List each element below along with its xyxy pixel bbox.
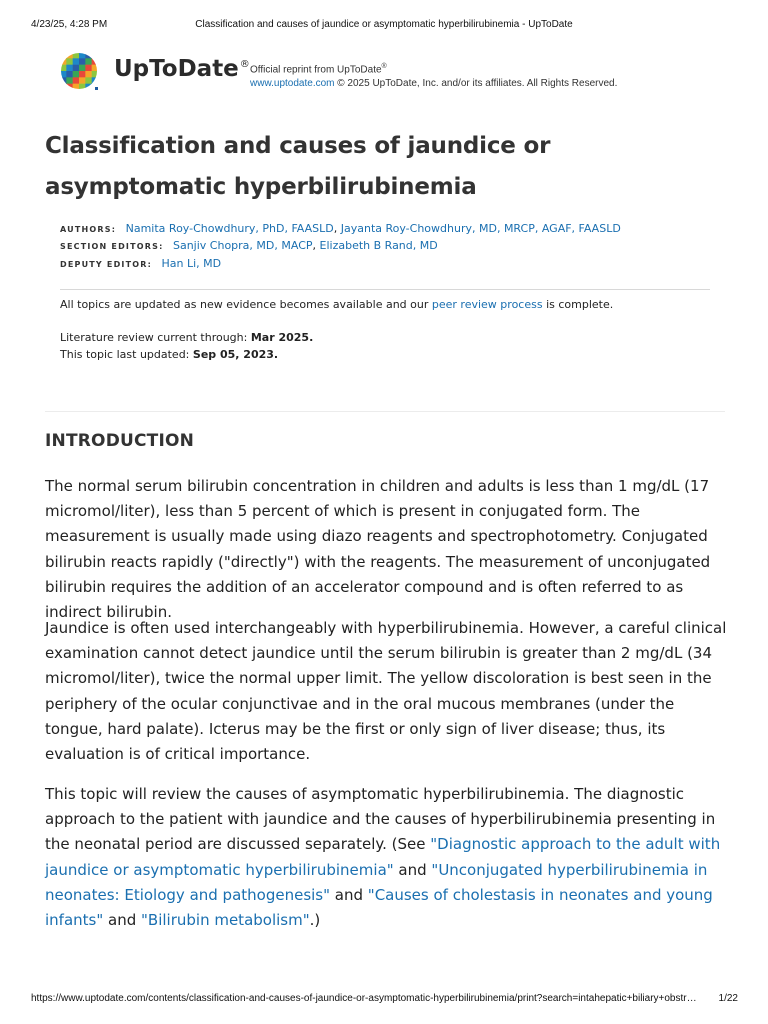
section-editor-link[interactable]: Sanjiv Chopra, MD, MACP bbox=[172, 239, 313, 252]
topic-link-unconjugated-neonates[interactable]: "Unconjugated hyperbilirubinemia in neonates: Etiology and pathogenesis" bbox=[45, 860, 708, 904]
print-header bbox=[0, 19, 768, 33]
peer-review-link[interactable]: peer review process bbox=[431, 298, 543, 311]
copyright-text: © 2025 UpToDate, Inc. and/or its affiliates. All Rights Reserved. bbox=[334, 78, 618, 90]
logo-cell bbox=[79, 52, 86, 59]
logo-cell bbox=[79, 84, 86, 90]
logo-cell bbox=[66, 52, 73, 59]
section-heading-introduction: INTRODUCTION bbox=[45, 431, 195, 451]
divider bbox=[60, 289, 710, 290]
logo-cell bbox=[73, 58, 80, 65]
logo-cell bbox=[66, 65, 73, 72]
brand-name: UpToDate® bbox=[114, 56, 250, 82]
literature-review-date: Literature review current through: Mar 2025. bbox=[60, 331, 314, 344]
article-title: Classification and causes of jaundice or asymptomatic hyperbilirubinemia bbox=[45, 133, 551, 200]
author-link[interactable]: Jayanta Roy-Chowdhury, MD, MRCP, AGAF, FAASLD bbox=[340, 222, 621, 235]
logo-cell bbox=[85, 58, 92, 65]
page-number: 1/22 bbox=[718, 993, 738, 1004]
logo-cell bbox=[73, 71, 80, 78]
logo-cell bbox=[73, 77, 80, 84]
divider bbox=[45, 411, 725, 412]
section-editors-line: SECTION EDITORS: Sanjiv Chopra, MD, MACP, Elizabeth B Rand, MD bbox=[60, 239, 438, 252]
uptodate-logo-icon bbox=[60, 52, 98, 90]
authors-line: AUTHORS: Namita Roy-Chowdhury, PhD, FAASLD, Jayanta Roy-Chowdhury, MD, MRCP, AGAF, FAASLD bbox=[60, 222, 621, 235]
logo-cell bbox=[85, 84, 92, 90]
deputy-editor-link[interactable]: Han Li, MD bbox=[161, 257, 222, 270]
intro-paragraph-3: This topic will review the causes of asymptomatic hyperbilirubinemia. The diagnostic approach to the patient with jaundice and the causes of hyperbilirubinemia presenting in the neonatal period are discussed separately. (See "Diagnostic approach to the adult with jaundice or asymptomatic hyperbilirubinemia" and "Unconjugated hyperbilirubinemia in neonates: Etiology and pathogenesis" and "Causes of cholestasis in neonates and young infants" and "Bilirubin metabolism".) bbox=[45, 785, 721, 930]
topic-link-diagnostic-approach[interactable]: "Diagnostic approach to the adult with jaundice or asymptomatic hyperbilirubinemia" bbox=[45, 835, 721, 879]
update-note: All topics are updated as new evidence becomes available and our peer review process is complete. bbox=[60, 298, 614, 311]
logo-cell bbox=[92, 58, 98, 65]
logo-cell bbox=[92, 52, 98, 59]
logo-cell bbox=[79, 77, 86, 84]
logo-cell bbox=[92, 77, 98, 84]
logo-cell bbox=[60, 77, 67, 84]
logo-cell bbox=[85, 77, 92, 84]
logo-cell bbox=[79, 71, 86, 78]
intro-paragraph-2: Jaundice is often used interchangeably with hyperbilirubinemia. However, a careful clinical examination cannot detect jaundice until the serum bilirubin is greater than 2 mg/dL (34 micromol/liter), twice the normal upper limit. The yellow discoloration is best seen in the periphery of the ocular conjunctivae and in the oral mucous membranes (under the tongue, hard palate). Icterus may be the first or only sign of liver disease; thus, its evaluation is of critical importance. bbox=[45, 619, 727, 764]
author-link[interactable]: Namita Roy-Chowdhury, PhD, FAASLD bbox=[125, 222, 334, 235]
topic-link-bilirubin-metabolism[interactable]: "Bilirubin metabolism" bbox=[141, 911, 310, 930]
print-url: https://www.uptodate.com/contents/classification-and-causes-of-jaundice-or-asymptomatic-hyperbilirubinemia/print?search=intahepatic+biliary+obstr… bbox=[31, 993, 697, 1004]
logo-cell bbox=[60, 52, 67, 59]
last-updated-date: This topic last updated: Sep 05, 2023. bbox=[60, 348, 279, 361]
intro-paragraph-1: The normal serum bilirubin concentration in children and adults is less than 1 mg/dL (17 micromol/liter), less than 5 percent of which is present in conjugated form. The measurement is usually made using diazo reagents and spectrophotometry. Conjugated bilirubin reacts rapidly ("directly") with the reagents. The measurement of unconjugated bilirubin requires the addition of an accelerator compound and is often referred to as indirect bilirubin. bbox=[45, 477, 711, 622]
logo-cell bbox=[66, 84, 73, 90]
logo-cell bbox=[60, 65, 67, 72]
deputy-editor-line bbox=[60, 255, 221, 274]
reprint-notice: Official reprint from UpToDate® www.uptodate.com © 2025 UpToDate, Inc. and/or its affiliates. All Rights Reserved. bbox=[250, 63, 618, 90]
logo-cell bbox=[60, 84, 67, 90]
logo-cell bbox=[79, 58, 86, 65]
logo-cell bbox=[60, 71, 67, 78]
logo-cell bbox=[73, 65, 80, 72]
logo-cell bbox=[85, 52, 92, 59]
logo-cell bbox=[66, 77, 73, 84]
logo-cell bbox=[85, 65, 92, 72]
logo-cell bbox=[92, 65, 98, 72]
section-editors-label: SECTION EDITORS: bbox=[60, 242, 164, 251]
section-editor-link[interactable]: Elizabeth B Rand, MD bbox=[319, 239, 438, 252]
logo-cell bbox=[60, 58, 67, 65]
site-link[interactable]: www.uptodate.com bbox=[250, 78, 335, 90]
authors-label: AUTHORS: bbox=[60, 225, 117, 234]
logo-cell bbox=[92, 71, 98, 78]
logo-cell bbox=[66, 58, 73, 65]
topic-link-cholestasis-neonates[interactable]: "Causes of cholestasis in neonates and young infants" bbox=[45, 885, 713, 930]
deputy-editor-label: DEPUTY EDITOR: bbox=[60, 260, 152, 269]
logo-cell bbox=[73, 84, 80, 90]
logo-cell bbox=[85, 71, 92, 78]
reprint-line: Official reprint from UpToDate bbox=[250, 64, 382, 76]
print-datetime: 4/23/25, 4:28 PM bbox=[31, 19, 108, 30]
logo-cell bbox=[73, 52, 80, 59]
print-page-title: Classification and causes of jaundice or asymptomatic hyperbilirubinemia - UpToDate bbox=[195, 19, 573, 30]
logo-cell bbox=[66, 71, 73, 78]
logo-cell bbox=[79, 65, 86, 72]
print-footer bbox=[0, 993, 768, 1007]
